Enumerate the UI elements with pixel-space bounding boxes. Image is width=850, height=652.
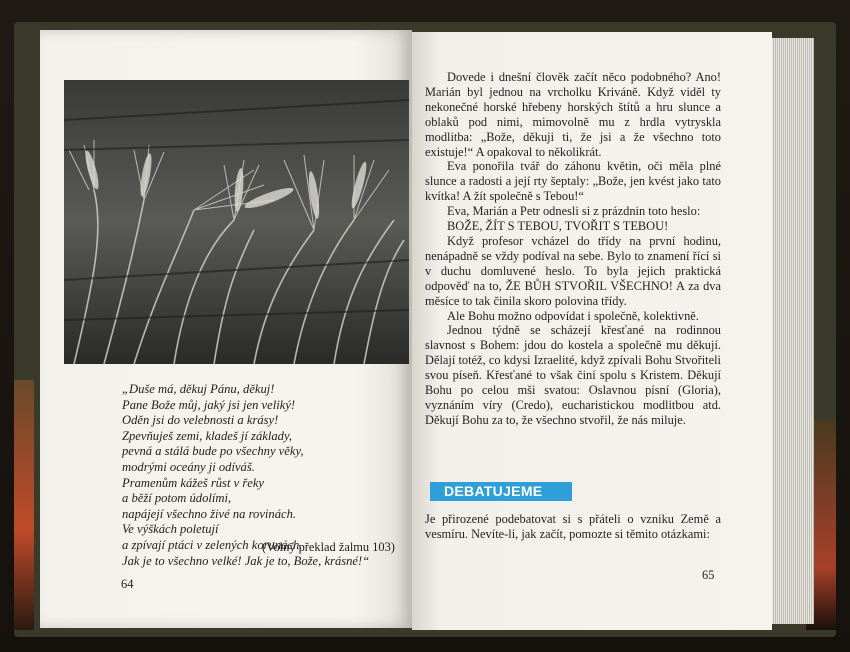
poem-line: Pane Bože můj, jaký jsi jen veliký! <box>122 397 296 412</box>
cover-strip-left <box>14 380 34 630</box>
closing-paragraph <box>425 512 721 542</box>
poem-line: a běží potom údolími, <box>122 491 232 506</box>
poem-line: Zpevňuješ zemi, kladeš jí základy, <box>122 428 292 443</box>
motto: BOŽE, ŽÍT S TEBOU, TVOŘIT S TEBOU! <box>447 219 669 234</box>
paragraph: Eva ponořila tvář do záhonu květin, oči měla plné slunce a radosti a její rty šeptaly: „Bože, jen kvést jako tato kvítka! A žít společně s Tebou!“ <box>425 159 721 204</box>
paragraph: Eva, Marián a Petr odnesli si z prázdnin toto heslo: <box>447 204 701 219</box>
right-page-body <box>425 70 721 428</box>
section-badge: DEBATUJEME <box>430 482 572 501</box>
poem-line: Ve výškách poletují <box>122 522 219 537</box>
poem-line: a zpívají ptáci v zelených korunách. <box>122 537 303 552</box>
paragraph: Jednou týdně se scházejí křesťané na rodinnou slavnost s Bohem: jdou do kostela a společně mu děkují. Dělají totéž, co kdysi Izraelité, když zpívali Bohu Stvořiteli svou píseň. Křesťané to však činí spolu s Kristem. Děkují Bohu po celou mši svatou: Oslavnou písní (Gloria), vyznáním víry (Credo), eucharistickou modlitbou atd. Děkují Bohu za to, že všechno stvořil, že nás miluje. <box>425 323 721 427</box>
poem-caption: (Volný překlad žalmu 103) <box>262 540 395 554</box>
poem-line: Jak je to všechno velké! Jak je to, Bože, krásné!“ <box>122 553 370 568</box>
paragraph: Ale Bohu možno odpovídat i společně, kolektivně. <box>447 308 699 323</box>
poem-line: Pramenům kážeš růst v řeky <box>122 475 264 490</box>
poem-line: Oděn jsi do velebnosti a krásy! <box>122 413 279 428</box>
paragraph: Je přirozené podebatovat si s přáteli o vzniku Země a vesmíru. Nevíte-li, jak začít, pomozte si těmito otázkami: <box>425 512 721 541</box>
wheat-field-photo <box>64 80 409 364</box>
page-edges <box>772 38 814 624</box>
poem-line: napájejí všechno živé na rovinách. <box>122 506 297 521</box>
paragraph: Dovede i dnešní člověk začít něco podobného? Ano! Marián byl jednou na vrcholku Kriváně. Když viděl ty nekonečné horské hřebeny horských štítů a hru slunce a oblaků pod nimi, mimovolně mu z hrdla vytryskla modlitba: „Bože, děkuji ti, že jsi a že všechno toto existuje!“ A opakoval to několikrát. <box>425 70 721 159</box>
paragraph: Když profesor vcházel do třídy na první hodinu, nenápadně se vždy podíval na sebe. Bylo to znamení řící si v duchu domluvené heslo. To byla jejich praktická odpověď na to, ŽE BŮH STVOŘIL VŠECHNO! A za dva měsíce to tak činila skoro polovina třídy. <box>425 233 721 308</box>
page-number-left: 64 <box>121 577 134 591</box>
poem-line: „Duše má, děkuj Pánu, děkuj! <box>122 382 275 396</box>
poem-line: pevná a stálá bude po všechny věky, <box>122 444 304 459</box>
page-number-right: 65 <box>702 568 715 582</box>
poem-line: modrými oceány ji odíváš. <box>122 459 255 474</box>
